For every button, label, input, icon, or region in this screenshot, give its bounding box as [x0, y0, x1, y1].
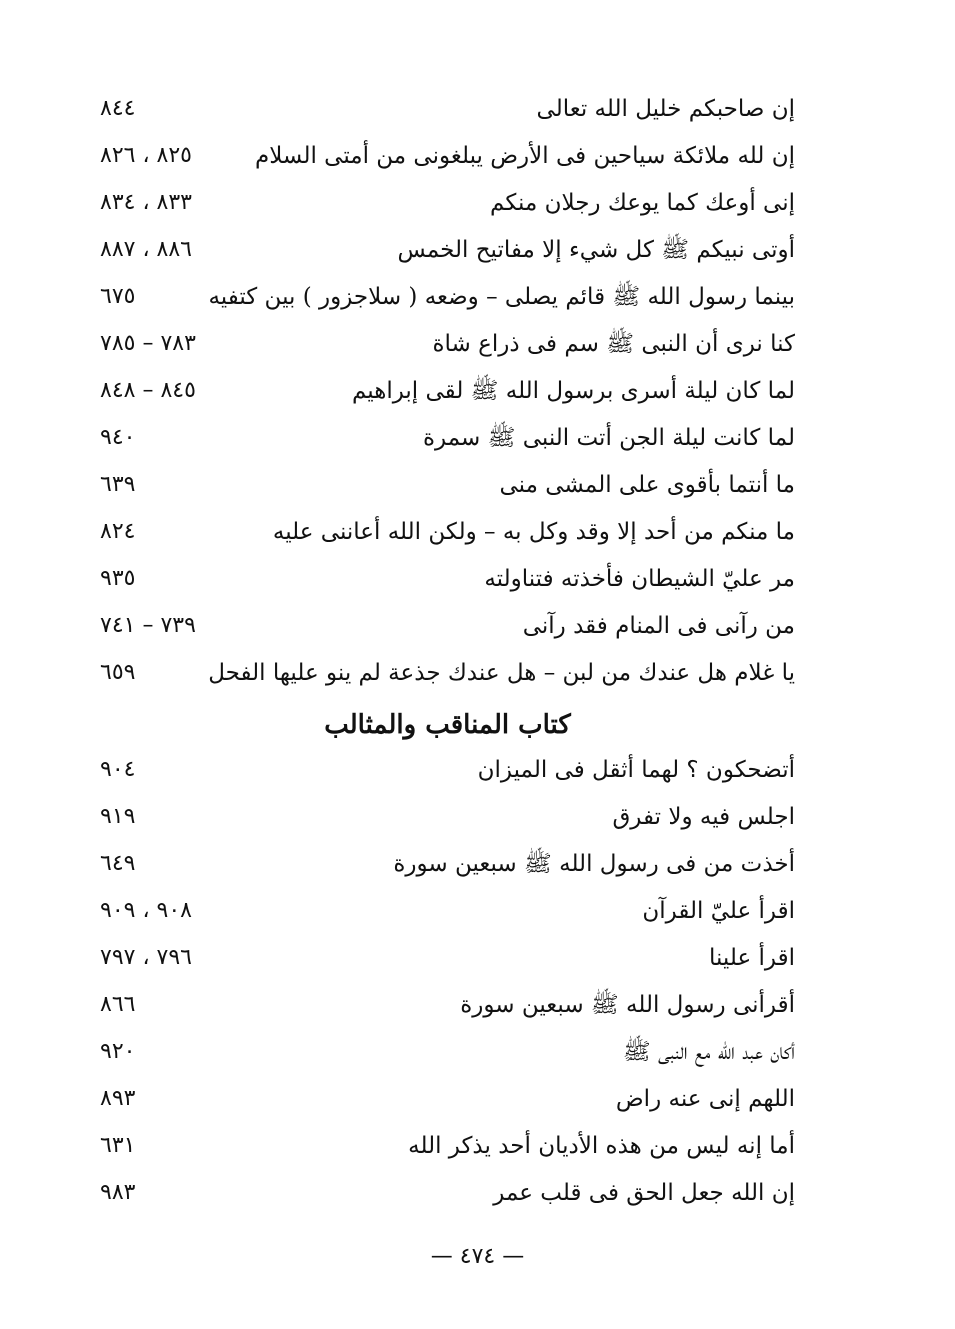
index-entry: [100, 1123, 795, 1170]
entry-text: اجلس فيه ولا تفرق: [612, 804, 795, 830]
entry-page-ref: ٧٨٣ – ٧٨٥: [100, 331, 196, 356]
index-entry: [100, 794, 795, 841]
entry-page-ref: ٩٤٠: [100, 425, 136, 450]
index-entry: [100, 935, 795, 982]
page-number: — ٤٧٤ —: [430, 1244, 525, 1269]
index-entry: [100, 415, 795, 462]
index-entry: [100, 841, 795, 888]
entry-page-ref: ٦٤٩: [100, 851, 136, 876]
index-entry: [100, 747, 795, 794]
entry-page-ref: ٧٩٦ ، ٧٩٧: [100, 945, 192, 970]
entry-text: أما إنه ليس من هذه الأديان أحد يذكر الله: [408, 1133, 795, 1159]
index-entry: [100, 1076, 795, 1123]
entry-page-ref: ٨٢٤: [100, 519, 136, 544]
entry-text: أكان عبد الله مع النبى ﷺ: [622, 1039, 795, 1065]
entry-text: اقرأ عليّ القرآن: [642, 898, 795, 924]
entry-page-ref: ٨٨٦ ، ٨٨٧: [100, 237, 192, 262]
entry-text: اللهم إنى عنه راض: [615, 1086, 795, 1112]
section-heading-row: [100, 697, 795, 747]
index-entry: [100, 368, 795, 415]
index-entry: [100, 603, 795, 650]
hadith-index-list: [100, 86, 795, 1217]
entry-page-ref: ٦٧٥: [100, 284, 136, 309]
entry-page-ref: ٦٣٩: [100, 472, 136, 497]
index-entry: [100, 274, 795, 321]
entry-text: إنى أوعك كما يوعك رجلان منكم: [490, 190, 795, 216]
entry-page-ref: ٩٠٨ ، ٩٠٩: [100, 898, 192, 923]
entry-page-ref: ٨٦٦: [100, 992, 136, 1017]
index-entry: [100, 321, 795, 368]
entry-page-ref: ٨٣٣ ، ٨٣٤: [100, 190, 192, 215]
entry-text: أوتى نبيكم ﷺ كل شيء إلا مفاتيح الخمس: [397, 237, 795, 263]
entry-page-ref: ٦٥٩: [100, 660, 136, 685]
entry-text: إن الله جعل الحق فى قلب عمر: [493, 1180, 795, 1206]
entry-text: بينما رسول الله ﷺ قائم يصلى – وضعه ( سلاجزور ) بين كتفيه: [208, 284, 795, 310]
index-entry: [100, 86, 795, 133]
entry-page-ref: ٩٢٠: [100, 1039, 136, 1064]
entry-page-ref: ٩٣٥: [100, 566, 136, 591]
entry-text: أتضحكون ؟ لهما أثقل فى الميزان: [477, 757, 795, 783]
entry-text: كنا نرى أن النبى ﷺ سم فى ذراع شاة: [432, 331, 795, 357]
entry-page-ref: ٩١٩: [100, 804, 136, 829]
entry-text: لما كان ليلة أسرى برسول الله ﷺ لقى إبراهيم: [351, 378, 795, 404]
entry-text: إن صاحبكم خليل الله تعالى: [536, 96, 795, 122]
index-entry: [100, 1170, 795, 1217]
entry-page-ref: ٩٠٤: [100, 757, 136, 782]
entry-text: أخذت من فى رسول الله ﷺ سبعين سورة: [393, 851, 795, 877]
index-entry: [100, 180, 795, 227]
entry-page-ref: ٨٤٥ – ٨٤٨: [100, 378, 196, 403]
entry-text: اقرأ علينا: [708, 945, 795, 971]
index-entry: [100, 462, 795, 509]
index-entry: [100, 509, 795, 556]
entry-page-ref: ٦٣١: [100, 1133, 136, 1158]
entry-text: ما أنتما بأقوى على المشى منى: [499, 472, 795, 498]
index-entry: [100, 133, 795, 180]
entry-text: يا غلام هل عندك من لبن – هل عندك جذعة لم ينو عليها الفحل: [208, 660, 795, 686]
entry-page-ref: ٩٨٣: [100, 1180, 136, 1205]
entry-text: لما كانت ليلة الجن أتت النبى ﷺ سمرة: [423, 425, 795, 451]
section-heading: كتاب المناقب والمثالب: [324, 710, 571, 740]
entry-page-ref: ٨٢٥ ، ٨٢٦: [100, 143, 192, 168]
index-entry: [100, 556, 795, 603]
entry-text: من رآنى فى المنام فقد رآنى: [522, 613, 795, 639]
entry-text: مر عليّ الشيطان فأخذته فتناولته: [484, 566, 795, 592]
index-entry: [100, 982, 795, 1029]
index-entry: [100, 888, 795, 935]
index-entry: [100, 227, 795, 274]
entry-page-ref: ٨٩٣: [100, 1086, 136, 1111]
index-entry: [100, 650, 795, 697]
entry-page-ref: ٧٣٩ – ٧٤١: [100, 613, 196, 638]
entry-text: إن لله ملائكة سياحين فى الأرض يبلغونى من أمتى السلام: [254, 143, 795, 169]
entry-text: ما منكم من أحد إلا وقد وكل به – ولكن الله أعاننى عليه: [272, 519, 795, 545]
entry-page-ref: ٨٤٤: [100, 96, 136, 121]
index-entry: [100, 1029, 795, 1076]
entry-text: أقرأنى رسول الله ﷺ سبعين سورة: [460, 992, 795, 1018]
